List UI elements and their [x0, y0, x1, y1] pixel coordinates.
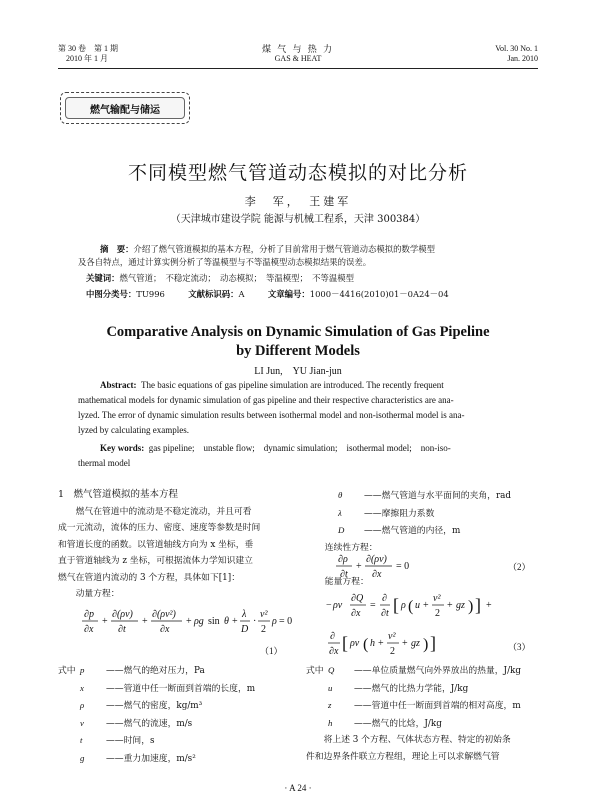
svg-text:+: +: [102, 616, 108, 627]
keywords-en-line2: thermal model: [78, 458, 131, 468]
svg-text:∂x: ∂x: [329, 646, 339, 657]
closing-para-line2: 件和边界条件联立方程组，理论上可以求解燃气管: [306, 751, 500, 762]
svg-text:∂ρ: ∂ρ: [338, 554, 348, 565]
clc-value: TU996: [136, 289, 165, 299]
closing-para-line1: 将上述 3 个方程、气体状态方程、特定的初始条: [323, 735, 511, 745]
authors-cn: 李 军， 王建军: [244, 195, 352, 208]
right-symbol-list: [306, 662, 538, 765]
svg-text:u: u: [415, 600, 420, 611]
section-banner-label: 燃气输配与储运: [65, 97, 185, 119]
svg-text:∂x: ∂x: [372, 569, 382, 580]
left-symbol-list: [58, 662, 290, 767]
svg-text:[: [: [342, 633, 348, 653]
rwhere-row-1: [306, 680, 538, 698]
svg-text:): ): [423, 636, 429, 653]
rdef-row-1: [316, 505, 538, 523]
svg-text:·: ·: [253, 616, 257, 627]
classification-row: [86, 288, 526, 301]
svg-text:(: (: [363, 636, 369, 653]
svg-text:+: +: [186, 616, 192, 627]
symbol-g: g: [80, 752, 85, 763]
symbol-g-def: ——重力加速度，m/s²: [106, 753, 196, 764]
svg-text:ρv: ρv: [333, 600, 343, 611]
doc-code-label: 文献标识码：: [188, 289, 239, 299]
rwhere-row-2: [306, 697, 538, 715]
energy-label-wrap: [316, 574, 538, 591]
symbol-t-def: ——时间，s: [106, 736, 155, 746]
symbol-D-def: ——燃气管道的内径，m: [364, 526, 461, 536]
where-row-0: [58, 662, 290, 680]
svg-text:[: [: [393, 595, 399, 615]
svg-text:2: 2: [261, 624, 266, 635]
svg-text:∂t: ∂t: [381, 608, 389, 619]
symbol-theta-def: ——燃气管道与水平面间的夹角，rad: [364, 491, 512, 501]
rwhere-row-3: [306, 715, 538, 733]
authors-en: LI Jun, YU Jian-jun: [254, 366, 342, 377]
equation-1: [58, 604, 293, 644]
body-para-line4: 直于管道轴线为 z 坐标，可根据流体力学知识建立: [58, 556, 253, 566]
svg-text:+: +: [378, 638, 384, 649]
right-symbol-list-top: [316, 487, 538, 556]
header-date-en: Jan. 2010: [507, 54, 538, 63]
abstract-cn: [78, 243, 518, 256]
symbol-lambda: λ: [338, 507, 342, 518]
svg-text:): ): [468, 598, 474, 615]
svg-text:∂: ∂: [330, 631, 335, 642]
symbol-x-def: ——管道中任一断面到首端的长度，m: [106, 683, 256, 694]
body-para-line2: 成一元流动，流体的压力、密度、速度等参数是时间: [58, 523, 261, 533]
continuity-label: 连续性方程：: [324, 542, 378, 553]
momentum-label: 动量方程：: [75, 589, 120, 599]
where-label-right: 式中: [306, 666, 324, 676]
svg-text:∂Q: ∂Q: [351, 593, 364, 604]
svg-text:2: 2: [390, 646, 395, 657]
svg-text:ρ: ρ: [401, 600, 406, 611]
symbol-z: z: [328, 700, 332, 710]
affiliation-cn: （天津城市建设学院 能源与机械工程系，天津 300384）: [170, 214, 426, 225]
svg-text:+: +: [402, 638, 408, 649]
where-row-4: [58, 732, 290, 750]
where-row-1: [58, 680, 290, 698]
symbol-h-def: ——燃气的比焓，J/kg: [354, 718, 442, 729]
svg-text:+: +: [142, 616, 148, 627]
paper-title-cn: 不同模型燃气管道动态模拟的对比分析: [127, 162, 468, 184]
header-volume: [58, 44, 118, 64]
symbol-v-def: ——燃气的流速，m/s: [106, 718, 193, 729]
symbol-t: t: [80, 735, 83, 745]
svg-text:D: D: [241, 624, 249, 635]
keywords-en-line1: gas pipeline; unstable flow; dynamic simulation; isothermal model; non-iso-: [148, 443, 451, 453]
rdef-row-0: [316, 487, 538, 505]
doc-code-value: A: [238, 289, 245, 299]
rdef-row-2: [316, 522, 538, 540]
svg-text:(: (: [408, 598, 414, 615]
symbol-u-def: ——燃气的比热力学能，J/kg: [354, 683, 469, 694]
svg-text:ρ: ρ: [272, 616, 277, 627]
abstract-en-line3: lyzed. The error of dynamic simulation results between isothermal model and non-isothermal model is ana-: [78, 410, 465, 420]
svg-text:sin: sin: [208, 616, 220, 627]
equation-2-number: （2）: [508, 562, 531, 572]
header-vol-cn: 第 30 卷 第 1 期: [58, 44, 118, 53]
header-journal: [198, 44, 398, 64]
svg-text:+: +: [447, 600, 453, 611]
svg-text:θ: θ: [224, 616, 229, 627]
body-para-line1: 燃气在管道中的流动是不稳定流动，并且可看: [75, 506, 252, 517]
svg-text:]: ]: [475, 595, 481, 615]
equation-3: [326, 590, 538, 662]
svg-text:∂x: ∂x: [160, 624, 170, 635]
svg-text:−: −: [326, 600, 332, 611]
abstract-en-line2: mathematical models for dynamic simulation of gas pipeline and their respective characteristics are ana-: [78, 395, 454, 405]
symbol-D: D: [338, 525, 345, 535]
paper-title-en-line1: Comparative Analysis on Dynamic Simulation of Gas Pipeline: [106, 324, 490, 340]
svg-text:v²: v²: [433, 593, 441, 604]
symbol-v: v: [80, 717, 84, 728]
article-no-value: 1000－4416(2010)01－0A24－04: [309, 289, 449, 299]
svg-text:+: +: [423, 600, 429, 611]
abstract-cn-line2: 及各自特点，通过计算实例分析了等温模型与不等温模型动态模拟结果的误差。: [78, 257, 372, 267]
abstract-cn-cont: [78, 256, 518, 269]
abstract-en-line4: lyzed by calculating examples.: [78, 425, 189, 435]
left-column: [58, 487, 290, 603]
symbol-Q-def: ——单位质量燃气向外界放出的热量，J/kg: [354, 666, 521, 676]
body-para-line5: 燃气在管道内流动的 3 个方程，具体如下[1]：: [58, 572, 240, 583]
section-banner: [60, 92, 190, 124]
abstract-cn-label: 摘 要：: [100, 244, 134, 254]
svg-text:+: +: [486, 600, 492, 611]
keywords-cn-label: 关键词：: [86, 273, 120, 283]
symbol-x: x: [80, 682, 84, 693]
abstract-en-label: Abstract:: [100, 380, 137, 390]
svg-text:∂(ρv): ∂(ρv): [366, 554, 387, 565]
svg-text:∂(ρv): ∂(ρv): [112, 609, 133, 620]
symbol-rho: ρ: [80, 700, 85, 710]
section-heading: 1 燃气管道模拟的基本方程: [58, 489, 179, 500]
where-row-2: [58, 697, 290, 715]
where-row-3: [58, 715, 290, 733]
journal-name-en: GAS & HEAT: [274, 54, 322, 63]
symbol-u: u: [328, 682, 333, 693]
svg-text:+: +: [356, 561, 362, 572]
svg-text:2: 2: [435, 608, 440, 619]
svg-text:∂p: ∂p: [84, 609, 94, 620]
svg-text:=: =: [370, 600, 376, 611]
svg-text:∂x: ∂x: [351, 608, 361, 619]
rwhere-row-0: [306, 662, 538, 680]
svg-text:gz: gz: [411, 638, 420, 649]
where-row-5: [58, 750, 290, 768]
header-rule: [58, 68, 538, 69]
svg-text:∂x: ∂x: [84, 624, 94, 635]
svg-text:+: +: [232, 616, 238, 627]
symbol-Q: Q: [328, 665, 335, 675]
abstract-en: [78, 378, 518, 471]
clc-label: 中图分类号：: [86, 289, 137, 299]
abstract-en-line1: The basic equations of gas pipeline simulation are introduced. The recently frequent: [141, 380, 444, 390]
svg-text:ρv: ρv: [350, 638, 360, 649]
abstract-cn-line1: 介绍了燃气管道模拟的基本方程，分析了目前常用于燃气管道动态模拟的数学模型: [133, 244, 435, 254]
energy-label: 能量方程：: [324, 577, 369, 587]
header-volume-en: [438, 44, 538, 64]
equation-3-number: （3）: [508, 642, 531, 652]
where-label: 式中: [58, 666, 76, 676]
svg-text:λ: λ: [242, 609, 247, 620]
paper-title-en: [0, 323, 596, 361]
symbol-p: p: [80, 665, 85, 675]
svg-text:∂(ρv²): ∂(ρv²): [152, 609, 176, 620]
svg-text:gz: gz: [456, 600, 465, 611]
svg-text:ρg: ρg: [194, 616, 204, 627]
body-para-line3: 和管道长度的函数。以管道轴线方向为 x 坐标，垂: [58, 539, 254, 550]
svg-text:∂: ∂: [382, 593, 387, 604]
symbol-rho-def: ——燃气的密度，kg/m³: [106, 701, 203, 711]
svg-text:∂t: ∂t: [340, 569, 348, 580]
journal-name-cn: 煤 气 与 热 力: [261, 44, 334, 54]
symbol-lambda-def: ——摩擦阻力系数: [364, 508, 435, 519]
keywords-en-label: Key words:: [100, 443, 145, 453]
symbol-theta: θ: [338, 490, 343, 500]
svg-text:= 0: = 0: [279, 616, 293, 627]
paper-title-en-line2: by Different Models: [236, 343, 360, 359]
symbol-z-def: ——管道中任一断面到首端的相对高度，m: [354, 701, 521, 711]
svg-text:v²: v²: [260, 609, 268, 620]
header-vol-en: Vol. 30 No. 1: [495, 44, 538, 53]
article-no-label: 文章编号：: [267, 289, 310, 299]
symbol-p-def: ——燃气的绝对压力，Pa: [106, 666, 205, 676]
keywords-cn-text: 燃气管道； 不稳定流动； 动态模拟； 等温模型； 不等温模型: [119, 273, 354, 283]
header-date-cn: 2010 年 1 月: [66, 54, 108, 63]
svg-text:∂t: ∂t: [118, 624, 126, 635]
svg-text:= 0: = 0: [396, 561, 410, 572]
symbol-h: h: [328, 717, 333, 728]
equation-1-number: （1）: [260, 646, 283, 656]
svg-text:h: h: [370, 638, 375, 649]
svg-text:v²: v²: [388, 631, 396, 642]
page-number: · A 24 ·: [284, 783, 312, 793]
svg-text:]: ]: [430, 633, 436, 653]
keywords-cn: [86, 272, 526, 285]
